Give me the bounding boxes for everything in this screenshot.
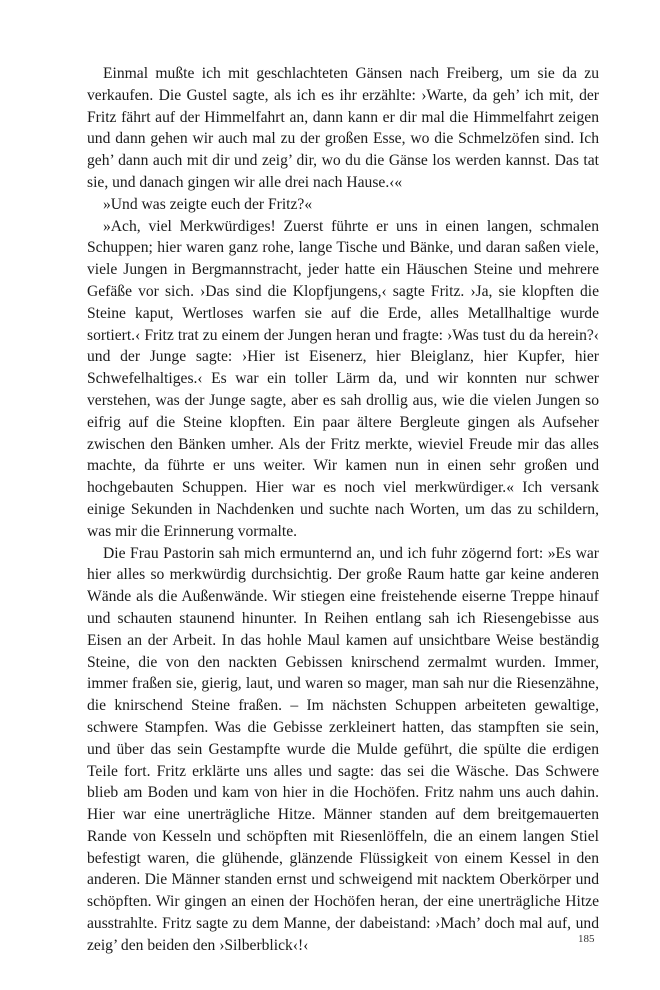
paragraph-1: Einmal mußte ich mit geschlachteten Gänsen nach Freiberg, um sie da zu verkaufen. Die Gustel sagte, als ich es ihr erzählte: ›Warte, da geh’ ich mit, der Fritz fährt auf der Himmelfahrt an, dann kann er dir mal die Himmelfahrt zeigen und dann gehen wir auch mal zu der großen Esse, wo die Schmelzöfen sind. Ich geh’ dann auch mit dir und zeig’ dir, wo du die Gänse los werden kannst. Das tat sie, und danach gingen wir alle drei nach Hause.‹« [87,65,599,191]
page-number: 185 [578,933,595,945]
page-body [87,63,599,957]
paragraph-4: Die Frau Pastorin sah mich ermunternd an, und ich fuhr zögernd fort: »Es war hier alles so merkwürdig durchsichtig. Der große Raum hatte gar keine anderen Wände als die Außenwände. Wir stiegen eine freistehende eiserne Treppe hinauf und schauten staunend hinunter. In Reihen entlang sah ich Riesengebisse aus Eisen an der Arbeit. In das hohle Maul kamen auf unsichtbare Weise beständig Steine, die von den nackten Gebissen knirschend zermalmt wurden. Immer, immer fraßen sie, gierig, laut, und waren so mager, man sah nur die Riesenzähne, die knirschend Steine fraßen. – Im nächsten Schuppen arbeiteten gewaltige, schwere Stampfen. Was die Gebisse zerkleinert hatten, das stampften sie sein, und über das sein Gestampfte wurde die Mulde geführt, die spülte die erdigen Teile fort. Fritz erklärte uns alles und sagte: das sei die Wäsche. Das Schwere blieb am Boden und kam von hier in die Hochöfen. Fritz nahm uns auch dahin. Hier war eine unerträgliche Hitze. Männer standen auf dem breitgemauerten Rande von Kesseln und schöpften mit Riesenlöffeln, die an einem langen Stiel befestigt waren, die glühende, glänzende Flüssigkeit von einem Kessel in den anderen. Die Männer standen ernst und schweigend mit nacktem Oberkörper und schöpften. Wir gingen an einen der Hochöfen heran, der eine unerträgliche Hitze ausstrahlte. Fritz sagte zu dem Manne, der dabeistand: ›Mach’ doch mal auf, und zeig’ den beiden den ›Silberblick‹!‹ [87,544,599,954]
paragraph-2: »Und was zeigte euch der Fritz?« [103,195,313,213]
paragraph-3: »Ach, viel Merkwürdiges! Zuerst führte er uns in einen langen, schmalen Schuppen; hier waren ganz rohe, lange Tische und Bänke, und daran saßen viele, viele Jungen in Bergmannstracht, jeder hatte ein Häuschen Steine und mehrere Gefäße vor sich. ›Das sind die Klopfjungens,‹ sagte Fritz. ›Ja, sie klopften die Steine kaput, Wertloses warfen sie auf die Erde, alles Metallhaltige wurde sortiert.‹ Fritz trat zu einem der Jungen heran und fragte: ›Was tust du da herein?‹ und der Junge sagte: ›Hier ist Eisenerz, hier Bleiglanz, hier Kupfer, hier Schwefelhaltiges.‹ Es war ein toller Lärm da, und wir konnten nur schwer verstehen, was der Junge sagte, aber es sah drollig aus, wie die vielen Jungen so eifrig auf die Steine klopften. Ein paar ältere Bergleute gingen als Aufseher zwischen den Bänken umher. Als der Fritz merkte, wieviel Freude mir das alles machte, da führte er uns weiter. Wir kamen nun in einen sehr großen und hochgebauten Schuppen. Hier war es noch viel merkwürdiger.« Ich versank einige Sekunden in Nachdenken und suchte nach Worten, um das zu schildern, was mir die Erinnerung vormalte. [87,217,599,540]
